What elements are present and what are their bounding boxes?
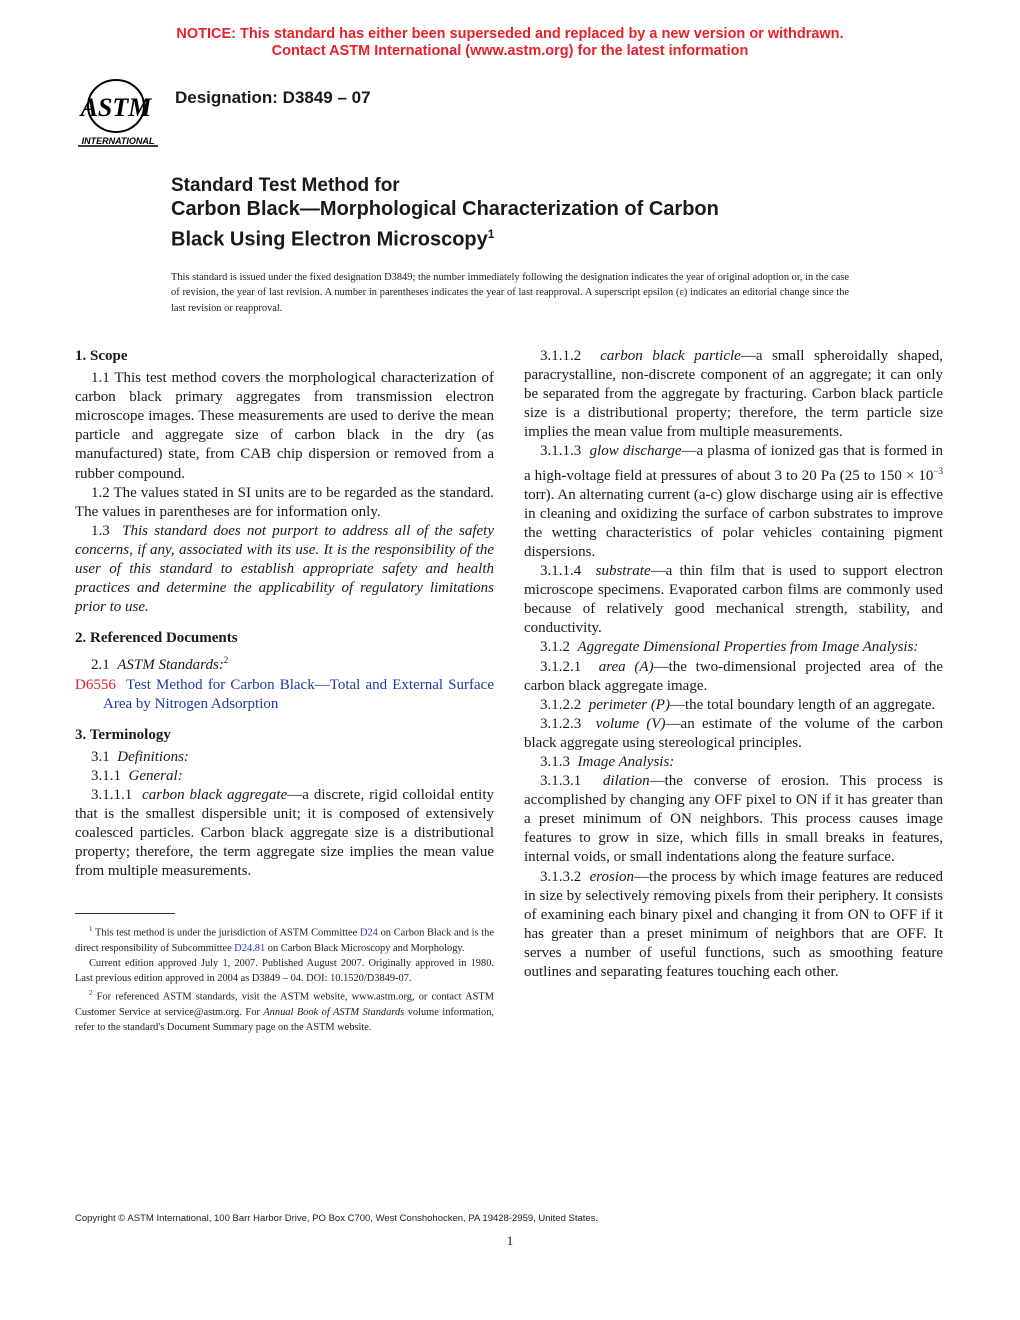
terminology-heading: 3. Terminology	[75, 726, 171, 743]
notice-banner	[0, 26, 1020, 60]
footnote-rule	[75, 913, 175, 914]
ref-d6556-title[interactable]: Test Method for Carbon Black—Total and External Surface Area by Nitrogen Adsorption	[103, 676, 494, 712]
title-line-3: Black Using Electron Microscopy$^1$	[171, 227, 495, 251]
astm-logo-letters: ASTM	[80, 93, 152, 122]
section-1-3: 1.3 This standard does not purport to address all of the safety concerns, if any, associated with its use. It is the responsibility of the user of this standard to establish appropriate safety and health practices and determine the applicability of regulatory limitations prior to use.	[75, 522, 495, 616]
left-column	[75, 347, 494, 881]
link-d24[interactable]: D24	[359, 927, 378, 939]
astm-logo	[76, 76, 160, 152]
refdocs-heading: 2. Referenced Documents	[75, 630, 238, 647]
section-3-1-2-1: 3.1.2.1 area (A)—the two-dimensional projected area of the carbon black aggregate image.	[524, 658, 944, 694]
footnotes	[75, 922, 494, 1035]
ref-d6556-code[interactable]: D6556	[75, 676, 116, 693]
astm-logo-org: INTERNATIONAL	[81, 136, 155, 146]
section-3-1-3: 3.1.3 Image Analysis:	[540, 753, 675, 770]
ref-d6556[interactable]	[75, 676, 494, 714]
section-3-1: 3.1 Definitions:	[91, 748, 189, 765]
footnote-1: $^1$ This test method is under the jurisdiction of ASTM Committee D24 on Carbon Black and is the direct responsibility of Subcommittee D24.81 on Carbon Black Microscopy and Morphology.	[75, 925, 494, 954]
issued-note: This standard is issued under the fixed designation D3849; the number immediately following the designation indicates the year of original adoption or, in the case of revision, the year of last revision. A number in parentheses indicates the year of last reapproval. A superscript epsilon (ε) indicates an editorial change since the last revision or reapproval.	[171, 272, 849, 314]
section-1-2: 1.2 The values stated in SI units are to be regarded as the standard. The values in parentheses are for information only.	[75, 484, 494, 520]
title-footnote-mark: 1	[487, 227, 495, 241]
title-line-1: Standard Test Method for	[171, 175, 400, 196]
notice-line-2: Contact ASTM International (www.astm.org) for the latest information	[271, 43, 749, 59]
page-number: 1	[506, 1233, 514, 1248]
link-d24-81[interactable]: D24.81	[234, 942, 266, 954]
section-3-1-1-4: 3.1.1.4 substrate—a thin film that is used to support electron microscope specimens. Evaporated carbon films are commonly used because of relatively good mechanical strength, stability, and conductivity.	[524, 563, 943, 637]
copyright: Copyright © ASTM International, 100 Barr Harbor Drive, PO Box C700, West Conshohocken, PA 19428-2959, United States.	[75, 1213, 599, 1224]
document-title	[171, 174, 871, 253]
section-3-1-2-3: 3.1.2.3 volume (V)—an estimate of the volume of the carbon black aggregate using stereological principles.	[524, 715, 944, 751]
footnote-2: $^2$ For referenced ASTM standards, visit the ASTM website, www.astm.org, or contact ASTM Customer Service at service@astm.org. For Annual Book of ASTM Standards volume information, refer to the standard's Document Summary page on the ASTM website.	[75, 989, 494, 1034]
footnote-1-edition: Current edition approved July 1, 2007. Published August 2007. Originally approved in 1980. Last previous edition approved in 2004 as D3849 – 04. DOI: 10.1520/D3849-07.	[75, 957, 494, 985]
section-1-1: 1.1 This test method covers the morphological characterization of carbon black primary aggregates from transmission electron microscope images. These measurements are used to derive the mean particle and aggregate size of carbon black in the dry (as manufactured) state, from CAB chip dispersion or removed from a rubber compound.	[75, 370, 494, 482]
notice-line-1: NOTICE: This standard has either been superseded and replaced by a new version or withdrawn.	[176, 26, 844, 42]
section-3-1-3-2: 3.1.3.2 erosion—the process by which image features are reduced in size by selectively removing pixels from their periphery. It consists of examining each binary pixel and changing it from ON to OFF if it has greater than a preset minimum of neighbors that are OFF. It serves a number of useful functions, such as smoothing feature outlines and separating features touching each other.	[524, 868, 944, 980]
section-3-1-1-3: 3.1.1.3 glow discharge—a plasma of ionized gas that is formed in a high-voltage field at pressures of about 3 to 20 Pa (25 to $150 \times 10^{-3}$ torr). An alternating current (a-c) glow discharge using air is effective in cleaning and oxidizing the surface of carbon substrates to improve the wetting characteristics of polar vehicles containing pigment dispersions.	[524, 443, 943, 560]
title-line-2: Carbon Black—Morphological Characterization of Carbon	[171, 198, 719, 220]
scope-heading: 1. Scope	[75, 348, 128, 364]
right-column	[524, 347, 943, 982]
section-3-1-1-1: 3.1.1.1 carbon black aggregate—a discrete, rigid colloidal entity that is the smallest dispersible unit; it is composed of extensively coalesced particles. Carbon black aggregate size is a distributional property; therefore, the term aggregate size implies the mean value from multiple measurements.	[75, 786, 494, 880]
section-3-1-2-2: 3.1.2.2 perimeter (P)—the total boundary length of an aggregate.	[540, 696, 936, 713]
section-2-1: 2.1 ASTM Standards:$^2$	[91, 655, 229, 674]
section-3-1-1-2: 3.1.1.2 carbon black particle—a small spheroidally shaped, paracrystalline, non-discrete component of an aggregate; it can only be separated from the aggregate by fracturing. Carbon black particle size is a distributional property; therefore, the term particle size implies the mean value from multiple measurements.	[524, 348, 943, 441]
section-3-1-3-1: 3.1.3.1 dilation—the converse of erosion. This process is accomplished by changing any OFF pixel to ON if it has greater than a preset minimum of ON neighbors. This process causes image features to grow in size, which fills in small breaks in features, internal voids, or small indentations along the feature surface.	[524, 773, 944, 866]
section-3-1-2: 3.1.2 Aggregate Dimensional Properties from Image Analysis:	[540, 639, 919, 656]
designation: Designation: D3849 – 07	[175, 88, 371, 107]
section-3-1-1: 3.1.1 General:	[91, 767, 183, 784]
